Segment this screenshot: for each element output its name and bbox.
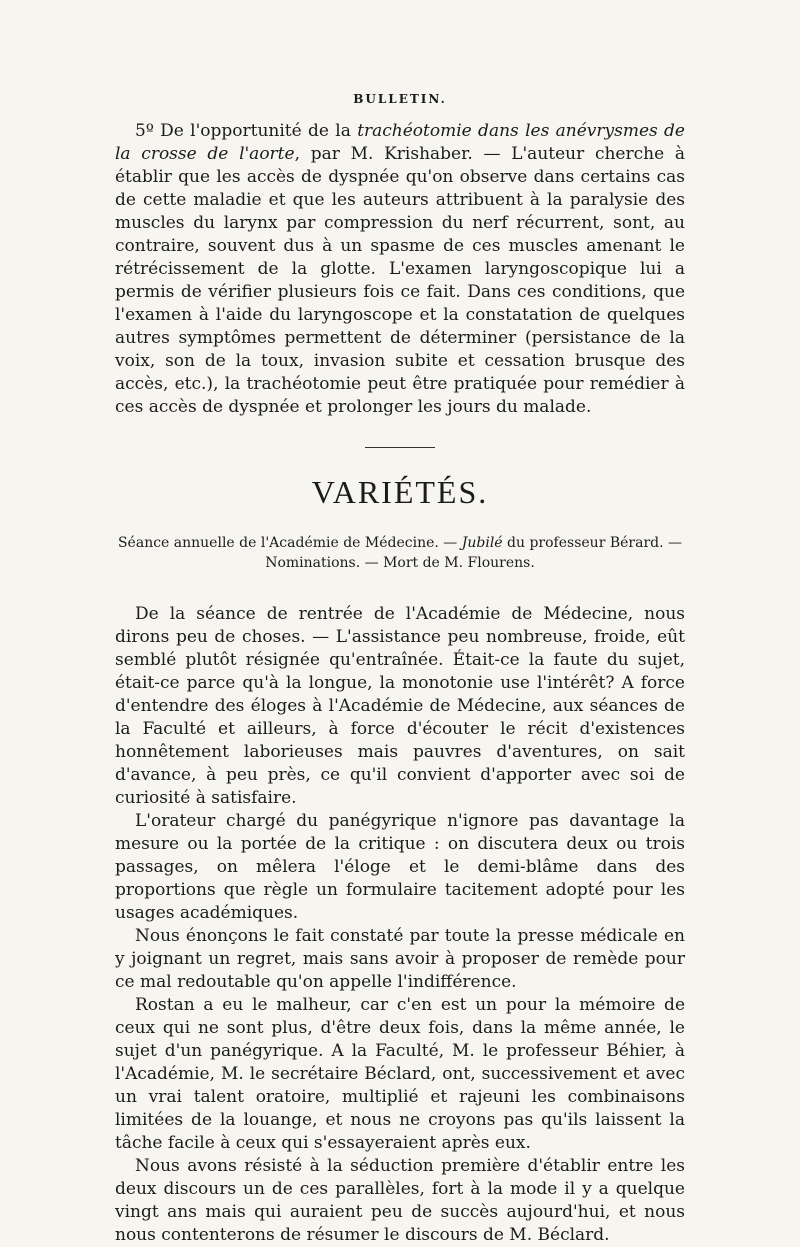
bulletin-title-italic: trachéotomie dans les anévrysmes de la crosse de l'aorte [115, 121, 685, 164]
page [115, 92, 685, 1247]
running-head: BULLETIN. [353, 92, 447, 106]
article-paragraph: De la séance de rentrée de l'Académie de Médecine, nous dirons peu de choses. — L'assistance peu nombreuse, froide, eût semblé plutôt résignée qu'entraînée. Était-ce la faute du sujet, était-ce parce qu'à la longue, la monotonie use l'intérêt? A force d'entendre des éloges à l'Académie de Médecine, aux séances de la Faculté et ailleurs, à force d'écouter le récit d'existences honnêtement laborieuses mais pauvres d'aventures, on sait d'avance, à peu près, ce qu'il convient d'apporter avec soi de curiosité à satisfaire. [115, 604, 685, 808]
section-summary [115, 533, 685, 573]
bulletin-paragraph [115, 120, 685, 419]
article-paragraph: Rostan a eu le malheur, car c'en est un pour la mémoire de ceux qui ne sont plus, d'être deux fois, dans la même année, le sujet d'un panégyrique. A la Faculté, M. le professeur Béhier, à l'Académie, M. le secrétaire Béclard, ont, successivement et avec un vrai talent oratoire, multiplié et rajeuni les combinaisons limitées de la louange, et nous ne croyons pas qu'ils laissent la tâche facile à ceux qui s'essayeraient après eux. [115, 995, 685, 1153]
bulletin-text-a: De l'opportunité de la [153, 121, 358, 141]
article-paragraph: Nous avons résisté à la séduction première d'établir entre les deux discours un de ces parallèles, fort à la mode il y a quelque vingt ans mais qui auraient peu de succès aujourd'hui, et nous nous contenterons de résumer le discours de M. Béclard. [115, 1156, 685, 1245]
section-title: VARIÉTÉS. [311, 474, 489, 510]
bulletin-text-b: , par M. Krishaber. — L'auteur cherche à établir que les accès de dyspnée qu'on observe dans certains cas de cette maladie et que les auteurs attribuent à la paralysie des muscles du larynx par compression du nerf récurrent, sont, au contraire, souvent dus à un spasme de ces muscles amenant le rétrécissement de la glotte. L'examen laryngoscopique lui a permis de vérifier plusieurs fois ce fait. Dans ces conditions, que l'examen à l'aide du laryngoscope et la constatation de quelques autres symptômes permettent de déterminer (persistance de la voix, son de la toux, invasion subite et cessation brusque des accès, etc.), la trachéotomie peut être pratiquée pour remédier à ces accès de dyspnée et prolonger les jours du malade. [115, 144, 685, 417]
summary-text-b: du professeur Bérard. — Nominations. — Mort de M. Flourens. [265, 535, 683, 571]
summary-italic: Jubilé [461, 535, 503, 551]
article-body [115, 603, 685, 1247]
summary-text-a: Séance annuelle de l'Académie de Médecine. — [117, 535, 462, 551]
section-divider [365, 447, 435, 448]
article-paragraph: L'orateur chargé du panégyrique n'ignore pas davantage la mesure ou la portée de la critique : on discutera deux ou trois passages, on mêlera l'éloge et le demi-blâme dans des proportions que règle un formulaire tacitement adopté pour les usages académiques. [115, 811, 685, 923]
bulletin-number: 5º [135, 121, 154, 141]
article-paragraph: Nous énonçons le fait constaté par toute la presse médicale en y joignant un regret, mais sans avoir à proposer de remède pour ce mal redoutable qu'on appelle l'indifférence. [115, 926, 685, 992]
